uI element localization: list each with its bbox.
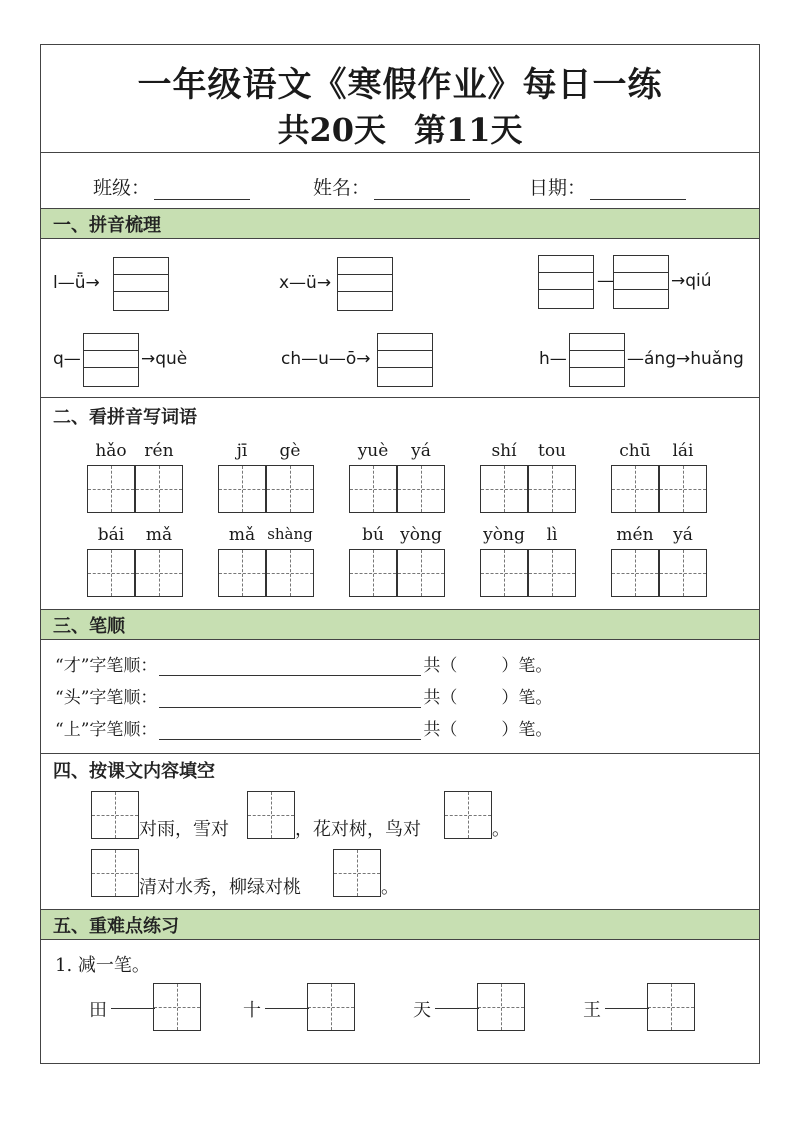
day-counter bbox=[41, 105, 759, 151]
stroke-end: ）笔。 bbox=[501, 688, 553, 708]
writing-grid[interactable] bbox=[247, 791, 295, 839]
pinyin-h: h— bbox=[539, 349, 567, 369]
stroke-label: “才”字笔顺： bbox=[55, 656, 158, 676]
practice-char: 十 bbox=[243, 1000, 261, 1021]
pinyin-box[interactable] bbox=[113, 257, 169, 311]
total-days: 共20天 bbox=[277, 111, 386, 149]
class-label: 班级： bbox=[93, 177, 151, 199]
stroke-total: 共（ bbox=[423, 656, 458, 676]
writing-grid[interactable] bbox=[218, 549, 266, 597]
pinyin-box[interactable] bbox=[83, 333, 139, 387]
word-pinyin: yá bbox=[411, 441, 431, 461]
section-4-title: 四、按课文内容填空 bbox=[53, 761, 215, 782]
fill-text: 。 bbox=[381, 877, 399, 898]
writing-grid[interactable] bbox=[611, 465, 659, 513]
writing-grid[interactable] bbox=[218, 465, 266, 513]
pinyin-chuo: ch—u—ō→ bbox=[281, 349, 371, 369]
word-pinyin: shí bbox=[491, 441, 517, 461]
fill-text: ，花对树，鸟对 bbox=[295, 819, 421, 840]
writing-grid[interactable] bbox=[135, 549, 183, 597]
writing-grid[interactable] bbox=[397, 465, 445, 513]
stroke-row bbox=[55, 683, 552, 708]
divider bbox=[41, 639, 759, 640]
word-pinyin: mén bbox=[616, 525, 654, 545]
stroke-row bbox=[55, 715, 552, 740]
worksheet-frame bbox=[40, 44, 760, 1064]
writing-grid[interactable] bbox=[266, 465, 314, 513]
writing-grid[interactable] bbox=[135, 465, 183, 513]
stroke-order-blank[interactable] bbox=[159, 689, 421, 708]
dash-line bbox=[265, 1008, 309, 1009]
writing-grid[interactable] bbox=[87, 549, 135, 597]
word-pinyin: mǎ bbox=[228, 525, 256, 545]
question-1: 1. 减一笔。 bbox=[55, 955, 150, 976]
worksheet-title: 一年级语文《寒假作业》每日一练 bbox=[137, 65, 663, 105]
writing-grid[interactable] bbox=[307, 983, 355, 1031]
class-blank[interactable] bbox=[154, 179, 250, 200]
writing-grid[interactable] bbox=[528, 465, 576, 513]
dash-line bbox=[111, 1008, 155, 1009]
word-pinyin: rén bbox=[144, 441, 174, 461]
date-blank[interactable] bbox=[590, 179, 686, 200]
class-field[interactable] bbox=[93, 173, 250, 200]
word-pinyin: hǎo bbox=[95, 441, 127, 461]
divider bbox=[41, 397, 759, 398]
word-pinyin: bái bbox=[97, 525, 125, 545]
writing-grid[interactable] bbox=[333, 849, 381, 897]
writing-grid[interactable] bbox=[266, 549, 314, 597]
pinyin-box[interactable] bbox=[613, 255, 669, 309]
writing-grid[interactable] bbox=[397, 549, 445, 597]
practice-char: 田 bbox=[89, 1000, 107, 1021]
writing-grid[interactable] bbox=[477, 983, 525, 1031]
writing-grid[interactable] bbox=[349, 465, 397, 513]
pinyin-q: q— bbox=[53, 349, 81, 369]
pinyin-que: →què bbox=[141, 349, 188, 369]
word-pinyin: chū bbox=[619, 441, 651, 461]
section-2-title: 二、看拼音写词语 bbox=[53, 407, 197, 428]
writing-grid[interactable] bbox=[659, 549, 707, 597]
stroke-order-blank[interactable] bbox=[159, 721, 421, 740]
practice-char: 王 bbox=[583, 1000, 601, 1021]
stroke-row bbox=[55, 651, 552, 676]
word-pinyin: jī bbox=[236, 441, 248, 461]
stroke-total: 共（ bbox=[423, 688, 458, 708]
writing-grid[interactable] bbox=[153, 983, 201, 1031]
word-pinyin: yá bbox=[673, 525, 693, 545]
word-pinyin: yòng bbox=[483, 525, 525, 545]
stroke-end: ）笔。 bbox=[501, 656, 553, 676]
writing-grid[interactable] bbox=[349, 549, 397, 597]
pinyin-huang: —áng→huǎng bbox=[627, 349, 744, 369]
section-1-header bbox=[41, 208, 759, 238]
word-pinyin: mǎ bbox=[145, 525, 173, 545]
fill-text: 。 bbox=[492, 819, 510, 840]
word-pinyin: lì bbox=[546, 525, 558, 545]
writing-grid[interactable] bbox=[480, 465, 528, 513]
section-5-title: 五、重难点练习 bbox=[53, 916, 179, 937]
word-pinyin: shàng bbox=[267, 525, 313, 543]
current-day: 第11天 bbox=[414, 111, 523, 149]
stroke-end: ）笔。 bbox=[501, 720, 553, 740]
writing-grid[interactable] bbox=[91, 849, 139, 897]
pinyin-box[interactable] bbox=[337, 257, 393, 311]
divider bbox=[41, 939, 759, 940]
date-label: 日期： bbox=[529, 177, 587, 199]
section-3-title: 三、笔顺 bbox=[53, 616, 125, 637]
section-1-title: 一、拼音梳理 bbox=[53, 215, 161, 236]
writing-grid[interactable] bbox=[480, 549, 528, 597]
name-field[interactable] bbox=[313, 173, 470, 200]
pinyin-box[interactable] bbox=[569, 333, 625, 387]
word-pinyin: yuè bbox=[357, 441, 389, 461]
name-label: 姓名： bbox=[313, 177, 371, 199]
divider bbox=[41, 238, 759, 239]
stroke-order-blank[interactable] bbox=[159, 657, 421, 676]
dash-line bbox=[435, 1008, 479, 1009]
word-pinyin: lái bbox=[672, 441, 694, 461]
pinyin-box[interactable] bbox=[538, 255, 594, 309]
divider bbox=[41, 753, 759, 754]
pinyin-box[interactable] bbox=[377, 333, 433, 387]
divider bbox=[41, 909, 759, 910]
fill-text: 对雨，雪对 bbox=[139, 819, 229, 840]
writing-grid[interactable] bbox=[528, 549, 576, 597]
pinyin-l-u: l—ǖ→ bbox=[53, 273, 100, 293]
divider bbox=[41, 208, 759, 209]
stroke-label: “上”字笔顺： bbox=[55, 720, 158, 740]
writing-grid[interactable] bbox=[611, 549, 659, 597]
writing-grid[interactable] bbox=[444, 791, 492, 839]
stroke-label: “头”字笔顺： bbox=[55, 688, 158, 708]
date-field[interactable] bbox=[529, 173, 686, 200]
stroke-total: 共（ bbox=[423, 720, 458, 740]
name-blank[interactable] bbox=[374, 179, 470, 200]
word-pinyin: gè bbox=[279, 441, 301, 461]
pinyin-x-u: x—ü→ bbox=[279, 273, 332, 293]
writing-grid[interactable] bbox=[87, 465, 135, 513]
writing-grid[interactable] bbox=[647, 983, 695, 1031]
divider bbox=[41, 152, 759, 153]
fill-text: 清对水秀，柳绿对桃 bbox=[139, 877, 301, 898]
writing-grid[interactable] bbox=[659, 465, 707, 513]
word-pinyin: tou bbox=[537, 441, 566, 461]
pinyin-dash: — bbox=[597, 271, 614, 291]
practice-char: 天 bbox=[413, 1000, 431, 1021]
dash-line bbox=[605, 1008, 649, 1009]
divider bbox=[41, 609, 759, 610]
word-pinyin: yòng bbox=[400, 525, 442, 545]
word-pinyin: bú bbox=[362, 525, 384, 545]
writing-grid[interactable] bbox=[91, 791, 139, 839]
section-3-header bbox=[41, 609, 759, 639]
section-5-header bbox=[41, 909, 759, 939]
pinyin-qiu: →qiú bbox=[671, 271, 712, 291]
